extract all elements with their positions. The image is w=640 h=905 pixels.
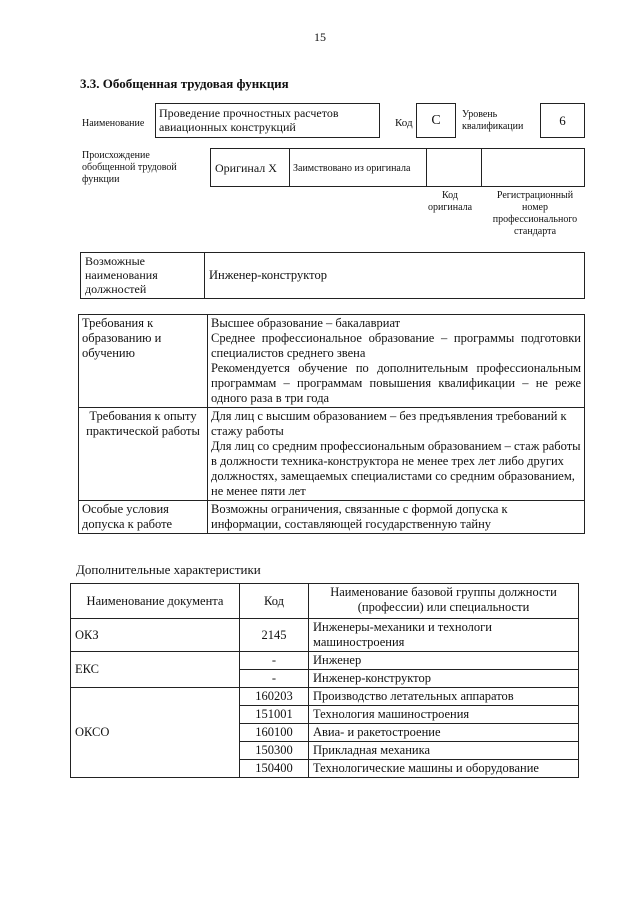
header-doc: Наименование документа	[71, 584, 240, 619]
eks-name: Инженер-конструктор	[309, 670, 579, 688]
borrowed-label: Заимствовано из оригинала	[293, 163, 411, 174]
okz-name: Инженеры-механики и технологи машиностроения	[309, 619, 579, 652]
req-experience-line: Для лиц со средним профессиональным образованием – стаж работы в должности техника-конструктора не менее трех лет либо других должностях, замещаемых специалистами со средним образованием, не менее пяти лет	[211, 439, 581, 498]
level-label: Уровень квалификации	[462, 109, 524, 132]
okso-name: Авиа- и ракетостроение	[309, 724, 579, 742]
code-original-caption: Код оригинала	[427, 190, 473, 213]
table-row	[71, 688, 579, 706]
okso-code: 151001	[240, 706, 309, 724]
eks-doc: ЕКС	[71, 652, 240, 688]
okso-name: Технология машиностроения	[309, 706, 579, 724]
origin-table	[210, 148, 585, 187]
section-title: 3.3. Обобщенная трудовая функция	[80, 76, 289, 91]
okso-name: Технологические машины и оборудование	[309, 760, 579, 778]
origin-divider-2	[481, 149, 482, 186]
additional-table	[70, 583, 579, 778]
original-mark: X	[268, 161, 277, 175]
okso-code: 150400	[240, 760, 309, 778]
table-row	[71, 652, 579, 670]
okso-code: 160203	[240, 688, 309, 706]
req-row-education	[79, 315, 585, 408]
name-value: Проведение прочностных расчетов авиационных конструкций	[155, 103, 380, 138]
req-row-special	[79, 501, 585, 534]
req-experience-label: Требования к опыту практической работы	[79, 408, 208, 501]
code-value: C	[416, 103, 456, 138]
req-education-label: Требования к образованию и обучению	[79, 315, 208, 408]
req-education-line: Рекомендуется обучение по дополнительным профессиональным программам – программам повышения квалификации – не реже одного раза в три года	[211, 361, 581, 405]
okz-code: 2145	[240, 619, 309, 652]
okso-name: Прикладная механика	[309, 742, 579, 760]
name-label: Наименование	[82, 118, 145, 129]
positions-table	[80, 252, 585, 299]
eks-code: -	[240, 652, 309, 670]
req-special-line: Возможны ограничения, связанные с формой допуска к информации, составляющей государственную тайну	[211, 502, 508, 531]
level-value: 6	[540, 103, 585, 138]
req-education-line: Среднее профессиональное образование – программы подготовки специалистов среднего звена	[211, 331, 581, 360]
positions-label: Возможные наименования должностей	[81, 253, 205, 299]
okso-code: 160100	[240, 724, 309, 742]
req-education-line: Высшее образование – бакалавриат	[211, 316, 401, 330]
header-code: Код	[240, 584, 309, 619]
origin-divider-1	[426, 149, 427, 186]
req-special-label: Особые условия допуска к работе	[79, 501, 208, 534]
req-row-experience	[79, 408, 585, 501]
eks-code: -	[240, 670, 309, 688]
requirements-table	[78, 314, 585, 534]
header-name: Наименование базовой группы должности (профессии) или специальности	[309, 584, 579, 619]
eks-name: Инженер	[309, 652, 579, 670]
req-experience-text	[208, 408, 585, 501]
original-label: Оригинал	[215, 161, 266, 175]
positions-value: Инженер-конструктор	[205, 253, 585, 299]
additional-header-row	[71, 584, 579, 619]
reg-number-caption: Регистрационный номер профессионального стандарта	[492, 190, 578, 237]
table-row	[71, 619, 579, 652]
okso-name: Производство летательных аппаратов	[309, 688, 579, 706]
additional-title: Дополнительные характеристики	[76, 562, 261, 577]
code-label: Код	[395, 117, 413, 129]
okso-doc: ОКСО	[71, 688, 240, 778]
origin-label: Происхождение обобщенной трудовой функции	[82, 150, 177, 185]
req-special-text	[208, 501, 585, 534]
okso-code: 150300	[240, 742, 309, 760]
req-education-text	[208, 315, 585, 408]
okz-doc: ОКЗ	[71, 619, 240, 652]
origin-original-cell	[211, 149, 290, 186]
page-number: 15	[314, 30, 326, 44]
req-experience-line: Для лиц с высшим образованием – без предъявления требований к стажу работы	[211, 409, 567, 438]
